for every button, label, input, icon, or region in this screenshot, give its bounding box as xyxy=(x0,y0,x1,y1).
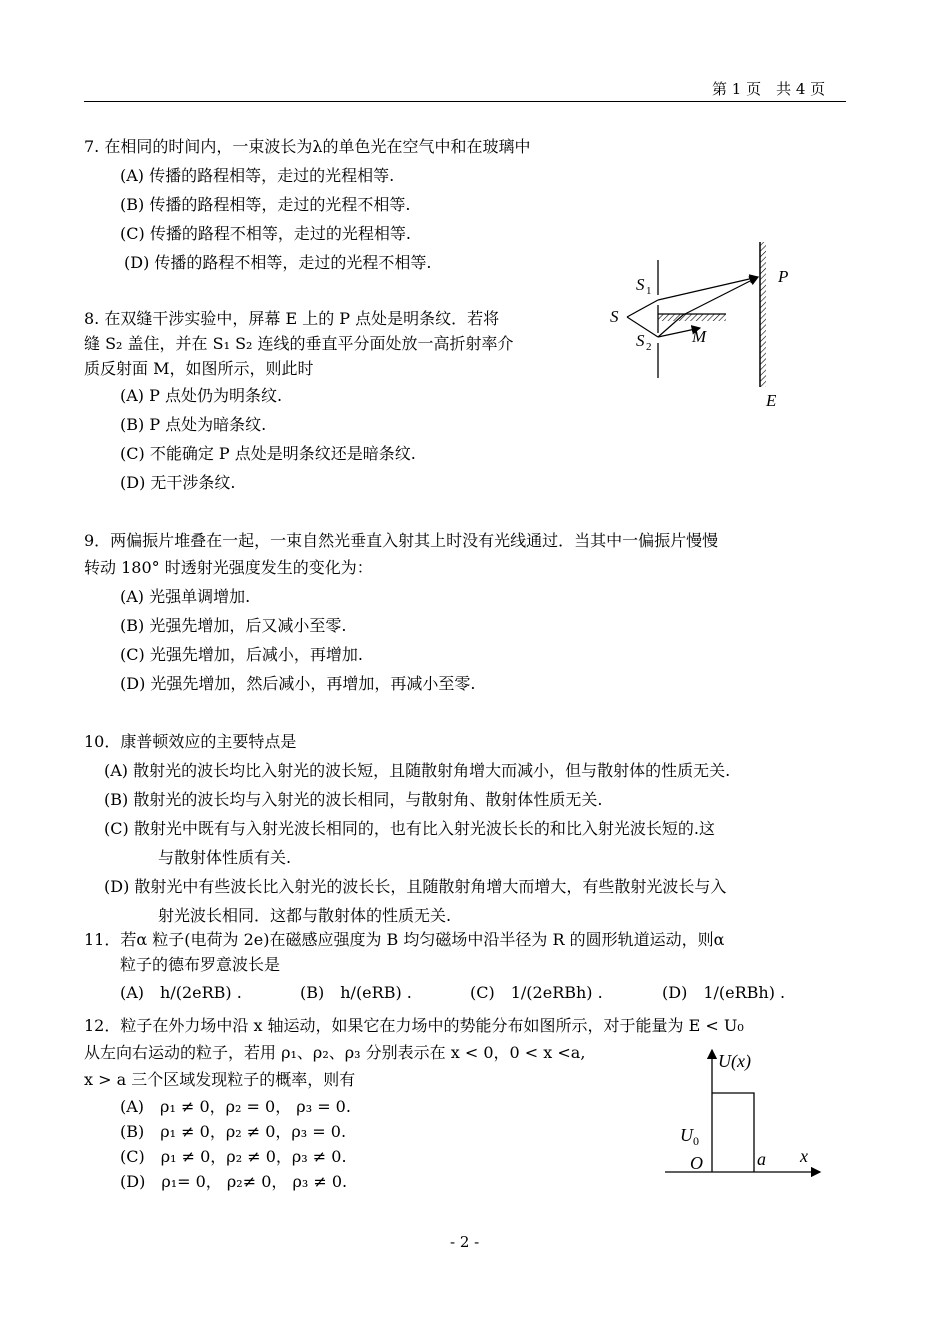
label-u0: U xyxy=(680,1125,693,1145)
label-u0-sub: 0 xyxy=(693,1134,699,1148)
label-x-axis: x xyxy=(800,1146,808,1166)
q9-stem-line-1: 9．两偏振片堆叠在一起，一束自然光垂直入射其上时没有光线通过．当其中一偏振片慢慢 xyxy=(84,531,719,550)
ray-mirror-to-p xyxy=(683,277,758,315)
page-number: - 2 - xyxy=(450,1233,480,1251)
page-header-info: 第 1 页 共 4 页 xyxy=(712,80,826,98)
q11-option-d: (D) 1/(eRBh) . xyxy=(662,983,786,1002)
q8-option-b: (B) P 点处为暗条纹. xyxy=(120,415,267,434)
q11-option-c: (C) 1/(2eRBh) . xyxy=(470,983,603,1002)
label-s1-sub: 1 xyxy=(646,285,652,297)
q11-stem-line-2: 粒子的德布罗意波长是 xyxy=(120,955,281,974)
q9-option-c: (C) 光强先增加，后减小，再增加. xyxy=(120,645,363,664)
q8-option-c: (C) 不能确定 P 点处是明条纹还是暗条纹. xyxy=(120,444,416,463)
q8-stem-line-3: 质反射面 M，如图所示，则此时 xyxy=(84,359,314,378)
potential-barrier-figure xyxy=(660,1045,830,1180)
q12-option-a: (A) ρ₁ ≠ 0，ρ₂ = 0， ρ₃ = 0. xyxy=(120,1097,351,1116)
q12-stem-line-1: 12．粒子在外力场中沿 x 轴运动，如果它在力场中的势能分布如图所示，对于能量为 E < U₀ xyxy=(84,1016,744,1035)
q10-option-d-cont: 射光波长相同．这都与散射体的性质无关. xyxy=(158,906,452,925)
q12-option-c: (C) ρ₁ ≠ 0，ρ₂ ≠ 0，ρ₃ ≠ 0. xyxy=(120,1147,347,1166)
q8-stem-line-1: 8. 在双缝干涉实验中，屏幕 E 上的 P 点处是明条纹．若将 xyxy=(84,309,500,328)
label-p: P xyxy=(778,267,789,286)
label-s2: S xyxy=(636,331,645,350)
q12-stem-line-2: 从左向右运动的粒子，若用 ρ₁、ρ₂、ρ₃ 分别表示在 x < 0，0 < x <a, xyxy=(84,1043,586,1062)
q10-option-c: (C) 散射光中既有与入射光波长相同的，也有比入射光波长长的和比入射光波长短的.这 xyxy=(104,819,715,838)
q7-option-b: (B) 传播的路程相等，走过的光程不相等. xyxy=(120,195,411,214)
q9-option-a: (A) 光强单调增加. xyxy=(120,587,251,606)
mirror-m-hatch xyxy=(658,314,726,321)
label-s2-sub: 2 xyxy=(646,341,652,353)
q10-stem: 10．康普顿效应的主要特点是 xyxy=(84,732,297,751)
label-a: a xyxy=(757,1149,766,1169)
label-m: M xyxy=(692,327,707,346)
q9-stem-line-2: 转动 180° 时透射光强度发生的变化为： xyxy=(84,558,373,577)
q8-option-a: (A) P 点处仍为明条纹. xyxy=(120,386,283,405)
q7-option-d: (D) 传播的路程不相等，走过的光程不相等. xyxy=(124,253,432,272)
screen-e-hatch xyxy=(760,242,766,387)
barrier-step xyxy=(712,1093,754,1172)
q10-option-d: (D) 散射光中有些波长比入射光的波长长，且随散射角增大而增大，有些散射光波长与入 xyxy=(104,877,727,896)
ray-s1-to-p xyxy=(658,277,758,300)
label-origin: O xyxy=(690,1153,703,1173)
label-s1: S xyxy=(636,275,645,294)
label-s: S xyxy=(610,307,619,326)
q7-option-c: (C) 传播的路程不相等，走过的光程相等. xyxy=(120,224,411,243)
q8-option-d: (D) 无干涉条纹. xyxy=(120,473,236,492)
q9-option-d: (D) 光强先增加，然后减小，再增加，再减小至零. xyxy=(120,674,476,693)
q7-stem: 7. 在相同的时间内，一束波长为λ的单色光在空气中和在玻璃中 xyxy=(84,137,531,156)
q11-stem-line-1: 11．若α 粒子(电荷为 2e)在磁感应强度为 B 均匀磁场中沿半径为 R 的圆形轨道运动，则α xyxy=(84,930,725,949)
q12-stem-line-3: x > a 三个区域发现粒子的概率，则有 xyxy=(84,1070,356,1089)
header-rule xyxy=(84,101,846,102)
q12-option-b: (B) ρ₁ ≠ 0，ρ₂ ≠ 0，ρ₃ = 0. xyxy=(120,1122,347,1141)
q8-stem-line-2: 缝 S₂ 盖住，并在 S₁ S₂ 连线的垂直平分面处放一高折射率介 xyxy=(84,334,514,353)
ray-s-to-s1 xyxy=(627,300,658,317)
q11-option-a: (A) h/(2eRB) . xyxy=(120,983,242,1002)
q7-option-a: (A) 传播的路程相等，走过的光程相等. xyxy=(120,166,395,185)
q12-option-d: (D) ρ₁= 0， ρ₂≠ 0， ρ₃ ≠ 0. xyxy=(120,1172,348,1191)
q10-option-b: (B) 散射光的波长均与入射光的波长相同，与散射角、散射体性质无关. xyxy=(104,790,603,809)
double-slit-figure xyxy=(600,230,830,420)
q10-option-a: (A) 散射光的波长均比入射光的波长短，且随散射角增大而减小，但与散射体的性质无关. xyxy=(104,761,731,780)
q9-option-b: (B) 光强先增加，后又减小至零. xyxy=(120,616,347,635)
label-u-axis: U(x) xyxy=(718,1051,751,1071)
q11-option-b: (B) h/(eRB) . xyxy=(300,983,412,1002)
label-e: E xyxy=(766,391,777,410)
q10-option-c-cont: 与散射体性质有关. xyxy=(158,848,292,867)
